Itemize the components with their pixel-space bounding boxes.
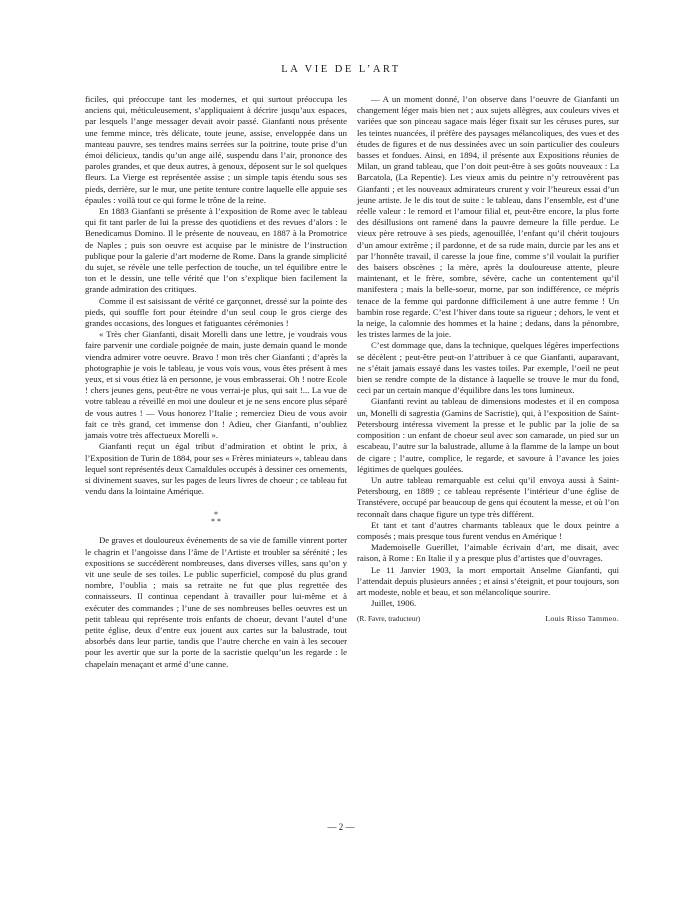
author-signature: Louis Risso Tammeo. [545, 614, 619, 624]
date-line: Juillet, 1906. [371, 598, 417, 609]
paragraph: « Très cher Gianfanti, disait Morelli dans une lettre, je voudrais vous faire parvenir une cordiale poignée de main, juste demain quand le monde viendra admirer votre oeuvre. Bravo ! mon très cher Gianfanti ; d’après la photographie je vois le tableau, je vous vois vous, vous êtes présent à mes yeux, et si vous étiez là en personne, je vous embrasserai. Oh ! notre Ecole ! chers jeunes gens, peut-être ne vous verrai-je plus, qui sait !... La vue de votre tableau a réveillé en moi une douleur et je ne sens encore plus séparé de vous autres ! — Vous honorez l’Italie ; remerciez Dieu de vous avoir fait ce très grand, cet immense don ! Adieu, cher Gianfanti, n’oubliez jamais votre très affectueux Morelli ». [85, 329, 347, 441]
paragraph: Gianfanti revint au tableau de dimensions modestes et il en composa un, Monelli di sagrestia (Gamins de Sacristie), qui, à l’exposition de Saint-Petersbourg intéressa vivement la presse et le public par la jolie de sa composition : un enfant de choeur seul avec son camarade, un pied sur un escabeau, l’autre sur la balustrade, allume à la flamme de la lampe un bout de cigare ; l’autre, complice, le regarde, et savoure à l’avance les joies légitimes de quelques goulées. [357, 396, 619, 474]
running-header: LA VIE DE L’ART [281, 64, 401, 75]
paragraph: De graves et douloureux événements de sa vie de famille vinrent porter le chagrin et l’angoisse dans l’âme de l’Artiste et troubler sa sérénité ; les expositions se succédèrent nombreuses, dans diverses villes, sans qu’on y vit une seule de ses toiles. Le public superficiel, composé du plus grand nombre, l’oublia ; mais sa retraite ne fut que plus regrettée des connaisseurs. Il continua cependant à travailler pour lui-même et à exécuter des commandes ; l’une de ses nombreuses belles oeuvres est un petit tableau qui représente trois enfants de choeur, devant l’autel d’une petite église, deux d’entre eux jouent aux cartes sur la balustrade, tout absorbés dans leur partie, tandis que l’autre cherche en vain à les secouer pour les avertir que sur la porte de la sacristie quelqu’un les regarde : le chapelain menaçant et armé d’une canne. [85, 535, 347, 669]
right-column [357, 94, 619, 625]
paragraph: C’est dommage que, dans la technique, quelques légères imperfections se décèlent ; peut-être peut-on l’attribuer à ce que Gianfanti, auparavant, ne s’était jamais essayé dans les vastes toiles. Par exemple, l’oeil ne peut bien se rendre compte de la distance à laquelle se trouve le mur du fond, ceci par un certain manque d’équilibre dans les tons lumineux. [357, 340, 619, 396]
page-number: — 2 — [327, 822, 355, 832]
paragraph: Et tant et tant d’autres charmants tableaux que le doux peintre a composés ; mais presque tous furent vendus en Amérique ! [357, 519, 619, 541]
paragraph: — A un moment donné, l’on observe dans l’oeuvre de Gianfanti un changement léger mais bien net ; aux sujets allègres, aux couleurs vives et variées que son pinceau sagace mais léger fixait sur les céruses pures, sur les teintes nuancées, il préfère des paysages mélancoliques, des vues et des études de figures et de nus dessinées avec un soin particulier des couleurs basses et fondues. Ainsi, en 1894, il présente aux Expositions réunies de Milan, un grand tableau, que l’on doit peut-être à ses goûts nouveaux : La Barcatola, (La Repentie). Les vieux amis du peintre n’y retrouvèrent pas Gianfanti ; et les nouveaux admirateurs crurent y voir l’heureux essai d’un jeune artiste. Je le dis tout de suite : le tableau, dans l’ensemble, est d’une réelle valeur : le remord et l’amour filial et, peut-être encore, la plus forte des désillusions ont ramené dans la pauvre demeure la fille perdue. Le vieux père retrouve à ses pieds, agenouillée, l’enfant qu’il chérit toujours d’un amour extrême ; il pardonne, et de sa rude main, durcie par les ans et par l’honnête travail, il caresse la joue fine, comme s’il voulait la purifier des baisers obscènes ; la mère, après la douloureuse attente, pleure maintenant, et le frère, sombre, sévère, cache un contentement qu’il manifestera ; mais la belle-soeur, morne, par son indifférence, ce mépris tenace de la femme qui pardonne difficilement à une autre femme ! Un bambin rose regarde. C’est l’hiver dans toute sa rigueur ; dehors, le vent et la neige, la calomnie des hommes et la haine ; dedans, dans la pénombre, les tristes larmes de la joie. [357, 94, 619, 340]
left-column [85, 94, 347, 670]
paragraph: Le 11 Janvier 1903, la mort emportait Anselme Gianfanti, qui l’attendait depuis plusieurs années ; et ainsi s’éteignit, et pour toujours, son art modeste, noble et beau, et son mélancolique sourire. [357, 564, 619, 597]
translator-credit: (R. Favre, traducteur) [357, 614, 421, 624]
paragraph: Mademoiselle Guerillet, l’aimable écrivain d’art, me disait, avec raison, à Rome : En Italie il y a presque plus d’artistes que d’ouvrages. [357, 542, 619, 564]
signature-row [357, 613, 619, 624]
paragraph: En 1883 Gianfanti se présente à l’exposition de Rome avec le tableau qui fit tant parler de lui la presse des quotidiens et des revues d’alors : le Benedicamus Domino. Il le présente de nouveau, en 1887 à la Promotrice de Naples ; puis son oeuvre est acquise par le ministre de l’instruction publique pour la galerie d’art moderne de Rome. Dans la grande simplicité du sujet, se révèle une telle perfection de touche, un tel équilibre entre le ton et le dessin, une telle vérité que l’on s’explique bien facilement la grande admiration des critiques. [85, 206, 347, 295]
section-break-asterism: * * * [211, 510, 221, 527]
paragraph: Comme il est saisissant de vérité ce garçonnet, dressé sur la pointe des pieds, qui souffle fort pour éteindre d’un seul coup le gros cierge des grandes occasions, des longues et fatiguantes cérémonies ! [85, 295, 347, 329]
paragraph: Gianfanti reçut un égal tribut d’admiration et obtint le prix, à l’Exposition de Turin de 1884, pour ses « Frères miniateurs », tableau dans lequel sont représentés deux Camaldules occupés à dessiner ces ornements, si divinement suaves, sur les pages de leurs livres de choeur ; ce tableau fut vendu dans la lointaine Amérique. [85, 441, 347, 497]
paragraph: ficiles, qui préoccupe tant les modernes, et qui surtout préoccupa les anciens qui, méticuleusement, s’appliquaient à décrire jusqu’aux espaces, par lesquels l’ange messager devait avoir passé. Gianfanti nous présente une femme mince, très délicate, toute jeune, assise, enveloppée dans un manteau pauvre, ses tendres mains serrées sur la poitrine, toute prise d’un émoi délicieux, tandis qu’un ange ailé, suspendu dans l’air, prononce des paroles grandes, et que deux autres, à genoux, déposent sur le sol quelques fleurs. La Vierge est représentée assise ; un simple tapis étendu sous ses pieds, derrière, sur le mur, une petite tenture contre laquelle elle appuie ses épaules : voilà tout ce qui forme le trône de la reine. [85, 94, 347, 205]
paragraph: Un autre tableau remarquable est celui qu’il envoya aussi à Saint-Petersbourg, en 1889 ; ce tableau représente l’intérieur d’une église de Transtévere, occupé par beaucoup de gens qui écoutent la messe, et où l’on reconnaît dans chaque figure un type très différent. [357, 474, 619, 519]
